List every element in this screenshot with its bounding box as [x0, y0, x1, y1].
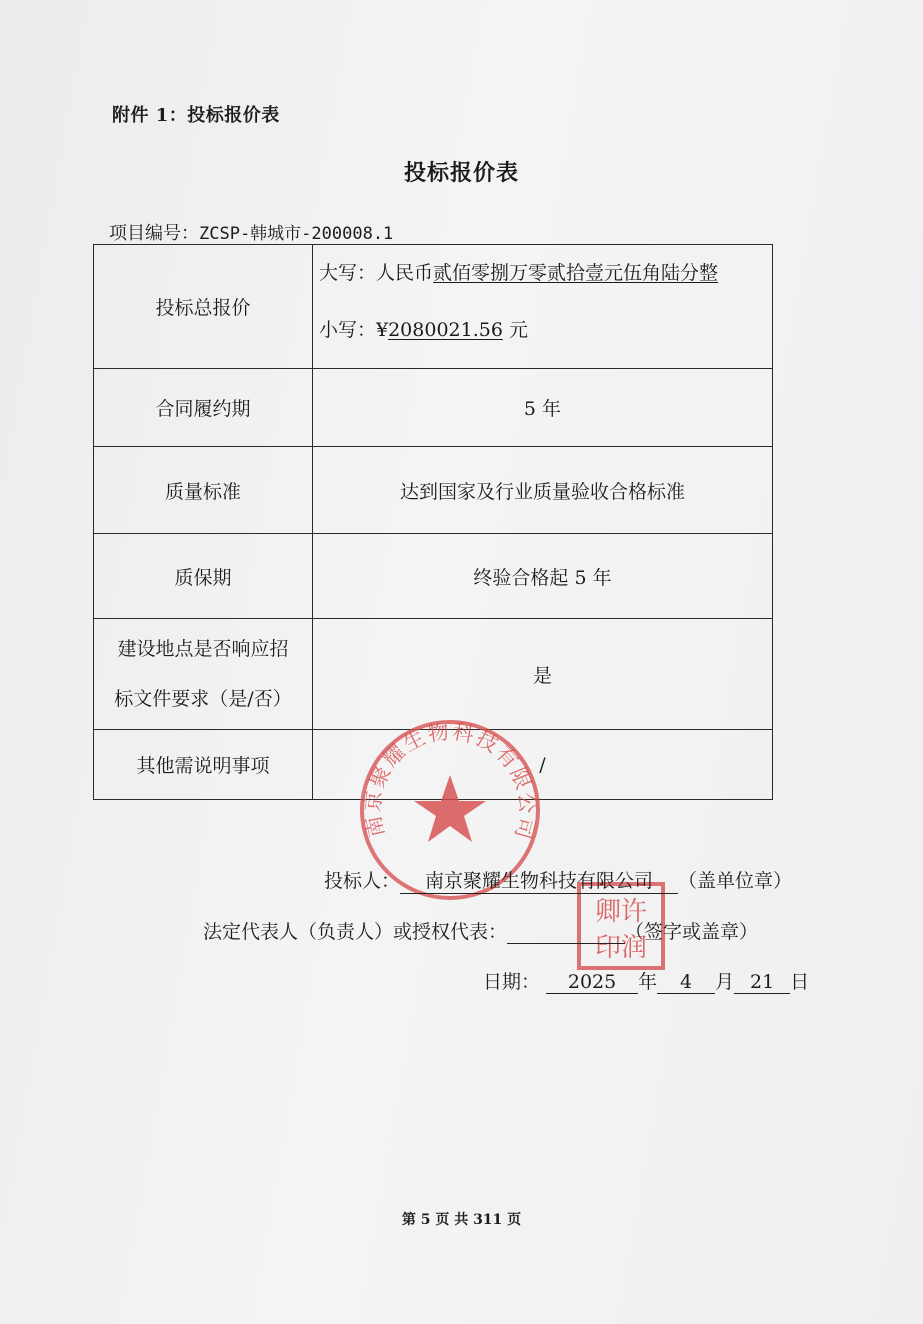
- row-label-site-response: [94, 619, 313, 730]
- project-number: [109, 219, 393, 245]
- price-lower-value: 2080021.56: [388, 318, 503, 341]
- table-row: [94, 369, 773, 447]
- legal-rep-signature-blank: [507, 921, 625, 944]
- date-day: 21: [734, 971, 790, 994]
- document-title: 投标报价表: [403, 160, 519, 186]
- project-number-label: 项目编号：: [109, 223, 199, 244]
- row-label-contract-period: 合同履约期: [94, 369, 313, 447]
- price-upper-value: 贰佰零捌万零贰拾壹元伍角陆分整: [433, 261, 719, 284]
- row-label-quality-standard: 质量标准: [94, 447, 313, 534]
- date-label: 日期：: [483, 971, 541, 993]
- price-lower-unit: 元: [508, 318, 528, 341]
- legal-rep-label: 法定代表人（负责人）或授权代表：: [203, 921, 508, 943]
- bidder-name: 南京聚耀生物科技有限公司: [400, 866, 678, 894]
- seal-text: 南京聚耀生物科技有限公司: [360, 719, 540, 844]
- date-month: 4: [657, 971, 715, 994]
- price-lower-label: 小写：¥: [319, 318, 389, 341]
- date-month-unit: 月: [715, 971, 735, 993]
- price-lower-line: [313, 315, 772, 342]
- date-day-unit: 日: [790, 971, 810, 993]
- table-row: [94, 447, 773, 534]
- bidder-suffix: （盖单位章）: [678, 870, 793, 892]
- row-label-total-price: 投标总报价: [94, 245, 313, 369]
- price-upper-line: [313, 258, 772, 285]
- attachment-heading: 附件 1：投标报价表: [112, 105, 280, 126]
- total-price-cell: [313, 245, 773, 369]
- site-response-value: 是: [313, 619, 773, 730]
- bidder-line: [324, 866, 792, 894]
- site-response-label-line2: 标文件要求（是/否）: [114, 688, 292, 710]
- page-footer: 第 5 页 共 311 页: [401, 1212, 522, 1228]
- personal-seal-text: 卿许: [594, 897, 648, 927]
- date-line: [483, 967, 809, 994]
- quality-standard-value: 达到国家及行业质量验收合格标准: [313, 447, 773, 534]
- row-label-other-notes: 其他需说明事项: [94, 730, 313, 800]
- table-row: [94, 534, 773, 619]
- site-response-label-line1: 建设地点是否响应招: [117, 638, 289, 660]
- date-year-unit: 年: [638, 971, 658, 993]
- price-upper-label: 大写：人民币: [319, 261, 434, 284]
- warranty-value: 终验合格起 5 年: [313, 534, 773, 619]
- legal-rep-line: [203, 917, 758, 944]
- bidder-label: 投标人：: [324, 870, 401, 892]
- personal-seal-text-2: 印润: [594, 933, 648, 963]
- contract-period-value: 5 年: [313, 369, 773, 447]
- date-year: 2025: [546, 971, 638, 994]
- table-row: [94, 245, 773, 369]
- project-number-value: ZCSP-韩城市-200008.1: [199, 224, 394, 244]
- other-notes-value: /: [313, 730, 773, 800]
- row-label-warranty: 质保期: [94, 534, 313, 619]
- table-row: [94, 619, 773, 730]
- legal-rep-suffix: （签字或盖章）: [625, 921, 759, 943]
